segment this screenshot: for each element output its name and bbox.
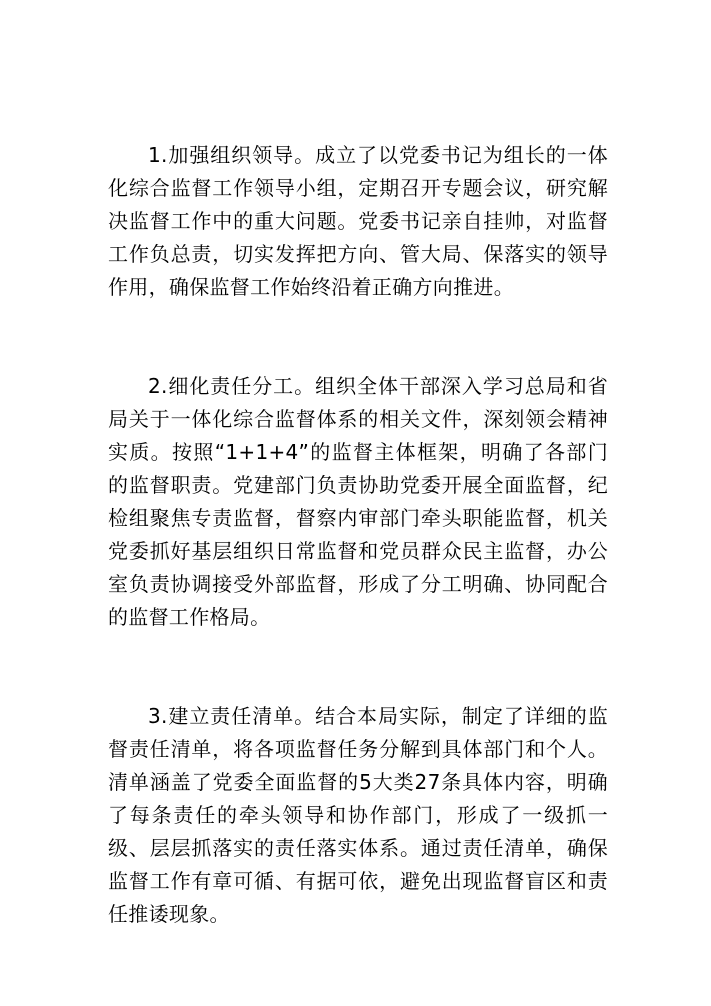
paragraph-refine-responsibilities: 2.细化责任分工。组织全体干部深入学习总局和省局关于一体化综合监督体系的相关文件，深刻领会精神实质。按照“1+1+4”的监督主体框架，明确了各部门的监督职责。党建部门负责协助党委开展全面监督，纪检组聚焦专责监督，督察内审部门牵头职能监督，机关党委抓好基层组织日常监督和党员群众民主监督，办公室负责协调接受外部监督，形成了分工明确、协同配合的监督工作格局。 — [108, 374, 608, 629]
paragraph-strengthen-leadership: 1.加强组织领导。成立了以党委书记为组长的一体化综合监督工作领导小组，定期召开专题会议，研究解决监督工作中的重大问题。党委书记亲自挂帅，对监督工作负总责，切实发挥把方向、管大局、保落实的领导作用，确保监督工作始终沿着正确方向推进。 — [108, 143, 608, 299]
document-body — [108, 139, 608, 931]
paragraph-responsibility-list: 3.建立责任清单。结合本局实际，制定了详细的监督责任清单，将各项监督任务分解到具体部门和个人。清单涵盖了党委全面监督的5大类27条具体内容，明确了每条责任的牵头领导和协作部门，形成了一级抓一级、层层抓落实的责任落实体系。通过责任清单，确保监督工作有章可循、有据可依，避免出现监督盲区和责任推诿现象。 — [108, 704, 608, 926]
